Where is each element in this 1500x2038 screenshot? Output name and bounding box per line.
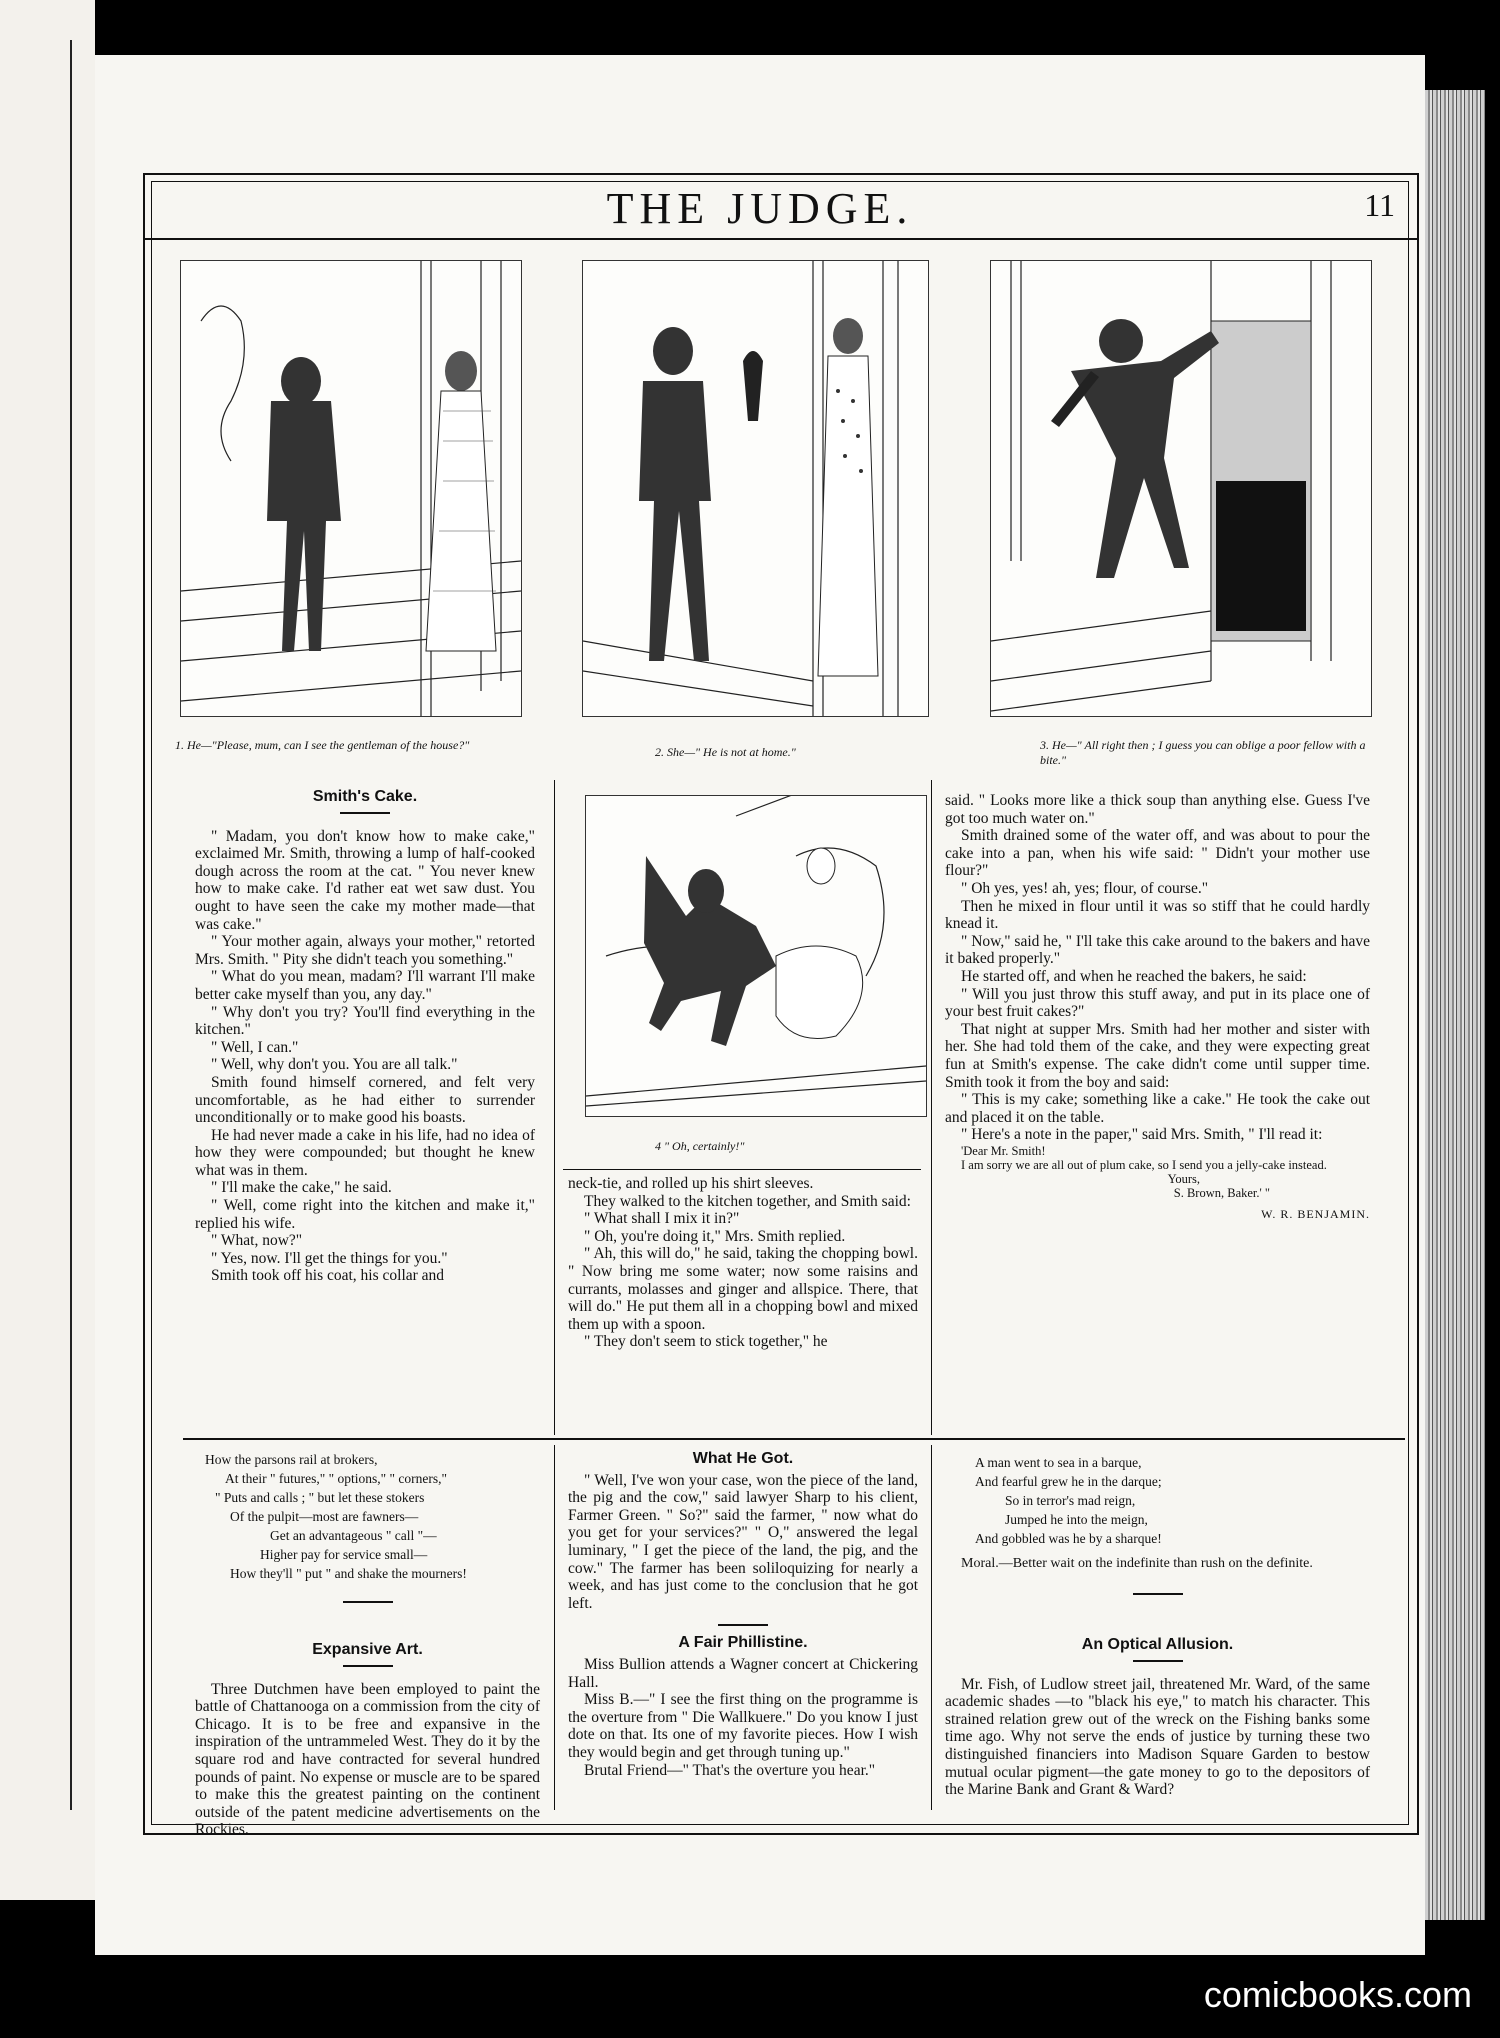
- poem-line: Of the pulpit—most are fawners—: [230, 1509, 419, 1524]
- illustration-rule: [563, 1169, 921, 1170]
- paragraph: " Why don't you try? You'll find everything in the kitchen.": [195, 1003, 535, 1039]
- poem-line: Higher pay for service small—: [260, 1547, 428, 1562]
- title-rule: [1133, 1593, 1183, 1595]
- paragraph: " I'll make the cake," he said.: [211, 1179, 392, 1197]
- paragraph: " Well, come right into the kitchen and make it," replied his wife.: [195, 1197, 535, 1232]
- paragraph: They walked to the kitchen together, and Smith said:: [584, 1192, 911, 1210]
- bakers-note: [945, 1144, 1370, 1200]
- paragraph: " Ah, this will do," he said, taking the chopping bowl. " Now bring me some water; now some raisins and currants, molasses and ginger and allspice. There, that will do." He put them all in a chopping bowl and mixed them up with a spoon.: [568, 1245, 918, 1333]
- facing-page-rule: [70, 40, 72, 1810]
- poem-line: Get an advantageous " call "—: [270, 1528, 437, 1543]
- book-spine: [1425, 90, 1485, 1920]
- paragraph: " Will you just throw this stuff away, and put in its place one of your best fruit cakes?": [945, 985, 1370, 1021]
- title-rule: [1133, 1660, 1183, 1662]
- masthead-rule: [143, 238, 1417, 240]
- paragraph: Smith found himself cornered, and felt very uncomfortable, as he had either to surrender unconditionally or to make good his boasts.: [195, 1073, 535, 1127]
- paragraph: Smith took off his coat, his collar and: [211, 1267, 445, 1285]
- magazine-page: [95, 55, 1425, 1955]
- moral-text: Moral.—Better wait on the indefinite than rush on the definite.: [961, 1556, 1313, 1571]
- paragraph: " Now," said he, " I'll take this cake around to the bakers and have it baked properly.": [945, 932, 1371, 968]
- paragraph: Miss B.—" I see the first thing on the programme is the overture from " Die Wallkuere." Do you know I just dote on that. Its one of my favorite pieces. How I wish they would begin and get through tuning up.": [568, 1691, 918, 1761]
- comic-panel-4: [585, 795, 927, 1117]
- paragraph: " What do you mean, madam? I'll warrant I'll make better cake myself than you, any day.": [195, 968, 535, 1003]
- note-line: 'Dear Mr. Smith!: [961, 1143, 1046, 1158]
- column-rule: [931, 780, 932, 1435]
- column-rule: [554, 1445, 555, 1810]
- facing-page-edge: [0, 0, 95, 1900]
- paragraph: " Oh, you're doing it," Mrs. Smith replied.: [584, 1227, 846, 1245]
- paragraph: " What, now?": [211, 1232, 303, 1250]
- smiths-cake-column-2: [568, 1175, 918, 1351]
- comic-panel-1: [180, 260, 522, 717]
- note-line: S. Brown, Baker.' ": [1173, 1185, 1270, 1200]
- fair-phillistine-title: A Fair Phillistine.: [678, 1634, 808, 1652]
- poem-line: How they'll " put " and shake the mourners!: [230, 1566, 467, 1581]
- paragraph: said. " Looks more like a thick soup than anything else. Guess I've got too much water on.": [945, 792, 1370, 827]
- paragraph: Smith drained some of the water off, and was about to pour the cake into a pan, when his wife said: " Didn't your mother use flour?": [945, 827, 1370, 880]
- paragraph: neck-tie, and rolled up his shirt sleeves.: [568, 1175, 814, 1192]
- comic-panel-3: [990, 260, 1372, 717]
- caption-panel-3: 3. He—" All right then ; I guess you can oblige a poor fellow with a bite.": [1040, 738, 1366, 767]
- caption-panel-2: 2. She—" He is not at home.": [655, 745, 796, 759]
- paragraph: " This is my cake; something like a cake." He took the cake out and placed it on the table.: [945, 1091, 1370, 1126]
- paragraph: That night at supper Mrs. Smith had her mother and sister with her. She had told them of the cake, and they were expecting great fun at Smith's expense. The cake didn't come until supper time. Smith took it from the boy and said:: [945, 1020, 1370, 1091]
- paragraph: " Oh yes, yes! ah, yes; flour, of course.": [961, 879, 1209, 897]
- paragraph: " Your mother again, always your mother," retorted Mrs. Smith. " Pity she didn't teach you something.": [195, 933, 535, 968]
- smiths-cake-title: Smith's Cake.: [312, 788, 418, 805]
- optical-allusion-title: An Optical Allusion.: [1081, 1636, 1234, 1653]
- column-rule: [554, 780, 555, 1435]
- section-rule: [183, 1438, 1405, 1440]
- paragraph: " They don't seem to stick together," he: [584, 1333, 828, 1351]
- paragraph: " Madam, you don't know how to make cake," exclaimed Mr. Smith, throwing a lump of half-cooked dough across the room at the cat. " You never knew how to make cake. I'd rather eat wet saw dust. You ought to have seen the cake my mother made—that was cake.": [195, 827, 535, 933]
- paragraph: Three Dutchmen have been employed to paint the battle of Chattanooga on a commission from the city of Chicago. It is to be free and expansive in the inspiration of the untrammeled West. They do it by the square rod and have contracted for several hundred pounds of paint. No expense or muscle are to be spared to make this the greatest painting on the continent outside of the patent medicine advertisements on the Rockies.: [195, 1680, 540, 1839]
- poem-line: Jumped he into the meign,: [1005, 1512, 1148, 1527]
- poem-line: At their " futures," " options," " corners,": [225, 1471, 448, 1486]
- what-he-got-title: What He Got.: [692, 1450, 794, 1467]
- paragraph: Mr. Fish, of Ludlow street jail, threatened Mr. Ward, of the same academic shades —to "black his eye," to match his character. This strained relation grew out of the wreck on the Fishing banks some time ago. Why not serve the ends of justice by turning these two distinguished financiers into Madison Square Garden to bestow mutual ocular pigment—the gate money to go to the depositors of the Marine Bank and Grant & Ward?: [945, 1675, 1370, 1799]
- caption-panel-1: 1. He—"Please, mum, can I see the gentleman of the house?": [175, 738, 470, 752]
- note-line: I am sorry we are all out of plum cake, so I send you a jelly-cake instead.: [961, 1157, 1327, 1172]
- poem-line: How the parsons rail at brokers,: [205, 1452, 378, 1467]
- poem-line: A man went to sea in a barque,: [975, 1455, 1142, 1470]
- paragraph: " Well, I can.": [211, 1038, 299, 1056]
- smiths-cake-column-3: [945, 792, 1370, 1223]
- title-rule: [340, 812, 390, 814]
- poem-barque: [945, 1453, 1370, 1548]
- poem-line: And fearful grew he in the darque;: [975, 1474, 1162, 1489]
- expansive-art-article: [195, 1635, 540, 1839]
- paragraph: Miss Bullion attends a Wagner concert at Chickering Hall.: [568, 1655, 918, 1691]
- column-rule: [931, 1445, 932, 1810]
- paragraph: " Yes, now. I'll get the things for you.": [211, 1249, 448, 1267]
- paragraph: He started off, and when he reached the bakers, he said:: [961, 967, 1307, 985]
- title-rule: [718, 1624, 768, 1626]
- optical-allusion-article: [945, 1630, 1370, 1799]
- caption-panel-4: 4 " Oh, certainly!": [655, 1139, 745, 1153]
- title-rule: [343, 1601, 393, 1603]
- paragraph: He had never made a cake in his life, had no idea of how they were compounded; but thought he knew what was in them.: [195, 1126, 535, 1179]
- smiths-cake-column-1: [195, 782, 535, 1285]
- what-he-got-article: [568, 1450, 918, 1779]
- note-line: Yours,: [1167, 1171, 1200, 1186]
- paragraph: Brutal Friend—" That's the overture you hear.": [584, 1761, 876, 1779]
- paragraph: " Well, why don't you. You are all talk.": [211, 1056, 458, 1074]
- expansive-art-title: Expansive Art.: [312, 1641, 423, 1658]
- paragraph: " Here's a note in the paper," said Mrs. Smith, " I'll read it:: [961, 1126, 1323, 1144]
- poem-line: " Puts and calls ; " but let these stokers: [215, 1490, 425, 1505]
- poem-line: So in terror's mad reign,: [1005, 1493, 1136, 1508]
- paragraph: Then he mixed in flour until it was so stiff that he could hardly knead it.: [945, 897, 1370, 933]
- moral-note: [945, 1555, 1370, 1609]
- paragraph: " What shall I mix it in?": [584, 1210, 740, 1228]
- masthead-title: THE JUDGE.: [606, 184, 914, 233]
- page-number: 11: [1364, 187, 1395, 223]
- poem-line: And gobbled was he by a sharque!: [975, 1531, 1162, 1546]
- paragraph: " Well, I've won your case, won the piece of the land, the pig and the cow," said lawyer Sharp to his client, Farmer Green. " So?" said the farmer, " now what do you get for your services?" " O," answered the legal luminary, " I get the piece of the land, the pig, and the cow." The farmer has been soliloquizing for nearly a week, and has just come to the conclusion that he got left.: [568, 1471, 918, 1612]
- comic-panel-2: [582, 260, 929, 717]
- title-rule: [343, 1665, 393, 1667]
- site-watermark: comicbooks.com: [1203, 1974, 1472, 2015]
- author-byline: W. R. BENJAMIN.: [1261, 1206, 1370, 1221]
- poem-brokers: [195, 1450, 540, 1617]
